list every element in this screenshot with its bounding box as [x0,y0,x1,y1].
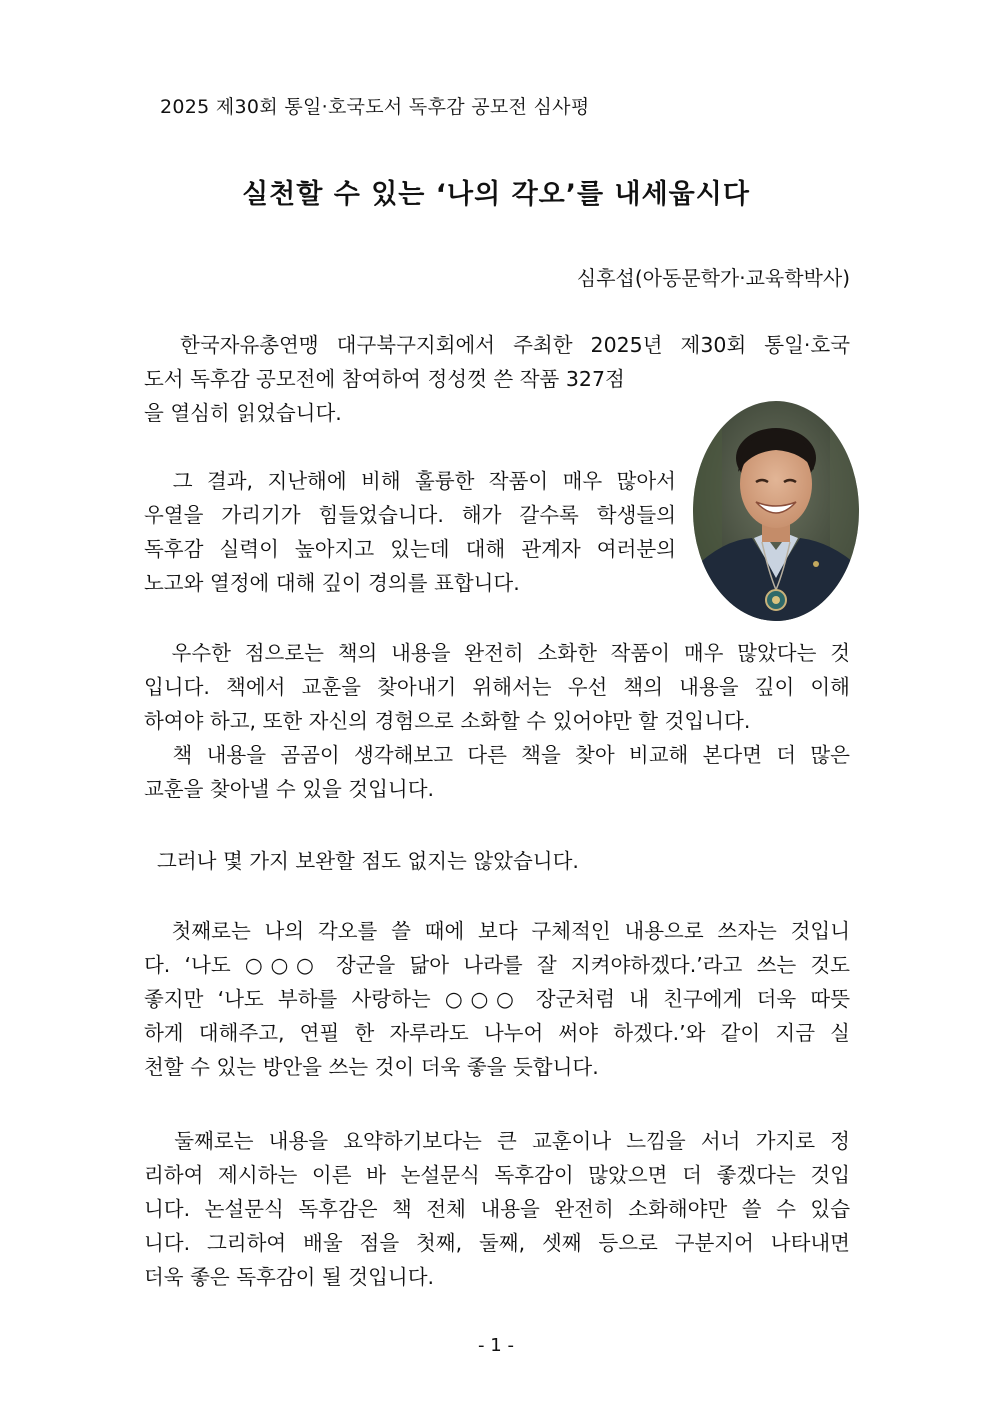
paragraph-line: 도서 독후감 공모전에 참여하여 정성껏 쓴 작품 327점 [144,367,625,391]
paragraph-line: 우열을 가리기가 힘들었습니다. 해가 갈수록 학생들의 [144,503,676,527]
paragraph-line: 그 결과, 지난해에 비해 훌륭한 작품이 매우 많아서 [144,469,676,493]
paragraph-line: 독후감 실력이 높아지고 있는데 대해 관계자 여러분의 [144,537,676,561]
contest-header: 2025 제30회 통일·호국도서 독후감 공모전 심사평 [160,96,590,118]
author-byline: 심후섭(아동문학가·교육학박사) [576,266,850,290]
paragraph-line: 니다. 그리하여 배울 점을 첫째, 둘째, 셋째 등으로 구분지어 나타내면 [144,1231,850,1255]
paragraph-line: 우수한 점으로는 책의 내용을 완전히 소화한 작품이 매우 많았다는 것 [144,641,850,665]
page-number: - 1 - [478,1335,514,1356]
paragraph-5 [144,914,850,1084]
paragraph-3 [144,636,850,806]
paragraph-line: 하게 대해주고, 연필 한 자루라도 나누어 써야 하겠다.’와 같이 지금 실 [144,1021,850,1045]
portrait-icon [692,400,860,622]
paragraph-line: 교훈을 찾아낼 수 있을 것입니다. [144,777,435,801]
author-portrait [692,400,860,622]
paragraph-4 [144,844,850,878]
paragraph-line: 니다. 논설문식 독후감은 책 전체 내용을 완전히 소화해야만 쓸 수 있습 [144,1197,850,1221]
paragraph-line: 다. ‘나도 ○○○ 장군을 닮아 나라를 잘 지켜야하겠다.’라고 쓰는 것도 [144,953,850,977]
paragraph-line: 천할 수 있는 방안을 쓰는 것이 더욱 좋을 듯합니다. [144,1055,599,1079]
paragraph-2 [144,464,676,600]
paragraph-line: 하여야 하고, 또한 자신의 경험으로 소화할 수 있어야만 할 것입니다. [144,709,751,733]
paragraph-line: 더욱 좋은 독후감이 될 것입니다. [144,1265,435,1289]
paragraph-line: 책 내용을 곰곰이 생각해보고 다른 책을 찾아 비교해 본다면 더 많은 [144,743,850,767]
paragraph-line: 첫째로는 나의 각오를 쓸 때에 보다 구체적인 내용으로 쓰자는 것입니 [144,919,850,943]
paragraph-6 [144,1124,850,1294]
paragraph-line: 노고와 열정에 대해 깊이 경의를 표합니다. [144,571,520,595]
page-title: 실천할 수 있는 ‘나의 각오’를 내세웁시다 [242,179,750,210]
paragraph-line: 그러나 몇 가지 보완할 점도 없지는 않았습니다. [144,849,579,873]
paragraph-line: 을 열심히 읽었습니다. [144,401,342,425]
paragraph-line: 입니다. 책에서 교훈을 찾아내기 위해서는 우선 책의 내용을 깊이 이해 [144,675,850,699]
paragraph-line: 리하여 제시하는 이른 바 논설문식 독후감이 많았으면 더 좋겠다는 것입 [144,1163,850,1187]
paragraph-line: 둘째로는 내용을 요약하기보다는 큰 교훈이나 느낌을 서너 가지로 정 [144,1129,850,1153]
paragraph-line: 한국자유총연맹 대구북구지회에서 주최한 2025년 제30회 통일·호국 [144,333,850,357]
paragraph-line: 좋지만 ‘나도 부하를 사랑하는 ○○○ 장군처럼 내 친구에게 더욱 따뜻 [144,987,850,1011]
